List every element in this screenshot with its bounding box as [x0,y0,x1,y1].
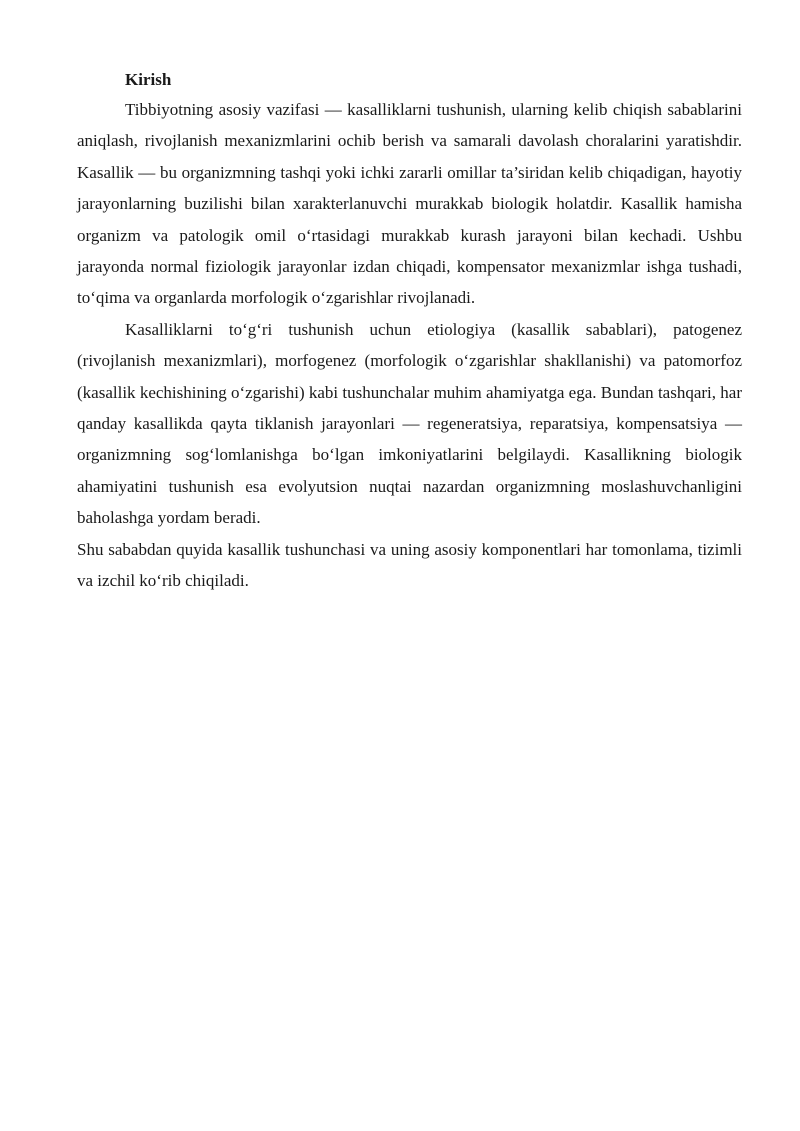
paragraph-intro: Tibbiyotning asosiy vazifasi — kasalliklarni tushunish, ularning kelib chiqish sabablarini aniqlash, rivojlanish mexanizmlarini ochib berish va samarali davolash choralarini yaratishdir. Kasallik — bu organizmning tashqi yoki ichki zararli omillar ta’siridan kelib chiqadigan, hayotiy jarayonlarning buzilishi bilan xarakterlanuvchi murakkab biologik holatdir. Kasallik hamisha organizm va patologik omil o‘rtasidagi murakkab kurash jarayoni bilan kechadi. Ushbu jarayonda normal fiziologik jarayonlar izdan chiqadi, kompensator mexanizmlar ishga tushadi, to‘qima va organlarda morfologik o‘zgarishlar rivojlanadi. [77,100,742,308]
paragraph-concepts: Kasalliklarni to‘g‘ri tushunish uchun etiologiya (kasallik sabablari), patogenez (rivojlanish mexanizmlari), morfogenez (morfologik o‘zgarishlar shakllanishi) va patomorfoz (kasallik kechishining o‘zgarishi) kabi tushunchalar muhim ahamiyatga ega. Bundan tashqari, har qanday kasallikda qayta tiklanish jarayonlari — regeneratsiya, reparatsiya, kompensatsiya — organizmning sog‘lomlanishga bo‘lgan imkoniyatlarini belgilaydi. Kasallikning biologik ahamiyatini tushunish esa evolyutsion nuqtai nazardan organizmning moslashuvchanligini baholashga yordam beradi. [77,319,742,528]
section-heading: Kirish [125,70,172,89]
paragraph-conclusion: Shu sababdan quyida kasallik tushunchasi va uning asosiy komponentlari har tomonlama, tizimli va izchil ko‘rib chiqiladi. [77,539,742,591]
document-body [77,66,742,597]
